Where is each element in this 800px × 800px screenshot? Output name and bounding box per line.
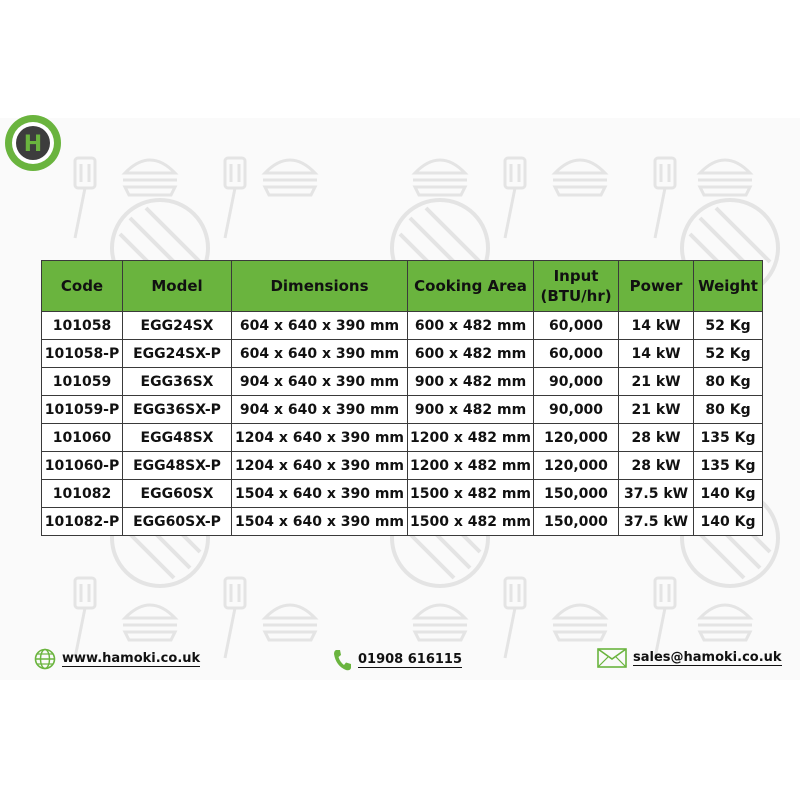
header-dimensions: Dimensions [232, 261, 408, 312]
cell-input: 60,000 [534, 312, 619, 340]
cell-power: 37.5 kW [619, 480, 694, 508]
header-weight: Weight [694, 261, 763, 312]
svg-text:H: H [23, 132, 43, 157]
table-row [42, 396, 763, 424]
cell-input: 90,000 [534, 396, 619, 424]
cell-model: EGG24SX-P [123, 340, 232, 368]
cell-cooking-area: 1500 x 482 mm [408, 508, 534, 536]
table-header-row [42, 261, 763, 312]
header-cooking-area: Cooking Area [408, 261, 534, 312]
header-input-line1: Input [553, 267, 599, 285]
cell-input: 150,000 [534, 508, 619, 536]
cell-code: 101059 [42, 368, 123, 396]
cell-dimensions: 604 x 640 x 390 mm [232, 312, 408, 340]
cell-model: EGG48SX-P [123, 452, 232, 480]
globe-icon [34, 648, 56, 670]
cell-weight: 135 Kg [694, 424, 763, 452]
cell-power: 28 kW [619, 424, 694, 452]
cell-input: 90,000 [534, 368, 619, 396]
specifications-table [41, 260, 763, 536]
cell-dimensions: 1204 x 640 x 390 mm [232, 452, 408, 480]
table-row [42, 424, 763, 452]
footer-website[interactable] [34, 648, 200, 670]
table-row [42, 368, 763, 396]
cell-code: 101060 [42, 424, 123, 452]
table-row [42, 480, 763, 508]
email-link[interactable]: sales@hamoki.co.uk [633, 650, 782, 665]
cell-weight: 52 Kg [694, 340, 763, 368]
cell-model: EGG36SX-P [123, 396, 232, 424]
phone-icon [332, 648, 352, 672]
table-row [42, 452, 763, 480]
cell-power: 21 kW [619, 396, 694, 424]
cell-cooking-area: 1200 x 482 mm [408, 424, 534, 452]
cell-cooking-area: 1500 x 482 mm [408, 480, 534, 508]
cell-weight: 80 Kg [694, 368, 763, 396]
cell-dimensions: 1204 x 640 x 390 mm [232, 424, 408, 452]
cell-dimensions: 904 x 640 x 390 mm [232, 368, 408, 396]
website-link[interactable]: www.hamoki.co.uk [62, 651, 201, 666]
table-row [42, 340, 763, 368]
header-input [534, 261, 619, 312]
cell-input: 120,000 [534, 452, 619, 480]
cell-weight: 140 Kg [694, 480, 763, 508]
cell-power: 28 kW [619, 452, 694, 480]
cell-power: 21 kW [619, 368, 694, 396]
table-row [42, 312, 763, 340]
cell-cooking-area: 1200 x 482 mm [408, 452, 534, 480]
envelope-icon [597, 648, 627, 668]
phone-number[interactable]: 01908 616115 [358, 652, 463, 667]
header-power: Power [619, 261, 694, 312]
hamoki-logo [3, 113, 63, 173]
cell-code: 101082 [42, 480, 123, 508]
table-body [42, 312, 763, 536]
cell-weight: 140 Kg [694, 508, 763, 536]
cell-weight: 52 Kg [694, 312, 763, 340]
cell-cooking-area: 600 x 482 mm [408, 340, 534, 368]
cell-code: 101058-P [42, 340, 123, 368]
cell-code: 101059-P [42, 396, 123, 424]
footer-phone[interactable] [332, 648, 462, 672]
cell-power: 14 kW [619, 312, 694, 340]
cell-model: EGG60SX [123, 480, 232, 508]
cell-weight: 80 Kg [694, 396, 763, 424]
cell-model: EGG60SX-P [123, 508, 232, 536]
cell-input: 120,000 [534, 424, 619, 452]
cell-dimensions: 604 x 640 x 390 mm [232, 340, 408, 368]
cell-input: 150,000 [534, 480, 619, 508]
cell-dimensions: 1504 x 640 x 390 mm [232, 480, 408, 508]
cell-code: 101082-P [42, 508, 123, 536]
cell-power: 14 kW [619, 340, 694, 368]
cell-weight: 135 Kg [694, 452, 763, 480]
cell-power: 37.5 kW [619, 508, 694, 536]
cell-cooking-area: 900 x 482 mm [408, 368, 534, 396]
header-input-line2: (BTU/hr) [540, 287, 612, 305]
cell-input: 60,000 [534, 340, 619, 368]
cell-code: 101058 [42, 312, 123, 340]
cell-model: EGG36SX [123, 368, 232, 396]
cell-code: 101060-P [42, 452, 123, 480]
cell-dimensions: 904 x 640 x 390 mm [232, 396, 408, 424]
header-code: Code [42, 261, 123, 312]
footer-email[interactable] [597, 648, 782, 668]
header-model: Model [123, 261, 232, 312]
cell-cooking-area: 600 x 482 mm [408, 312, 534, 340]
cell-model: EGG48SX [123, 424, 232, 452]
table-row [42, 508, 763, 536]
cell-dimensions: 1504 x 640 x 390 mm [232, 508, 408, 536]
cell-model: EGG24SX [123, 312, 232, 340]
cell-cooking-area: 900 x 482 mm [408, 396, 534, 424]
